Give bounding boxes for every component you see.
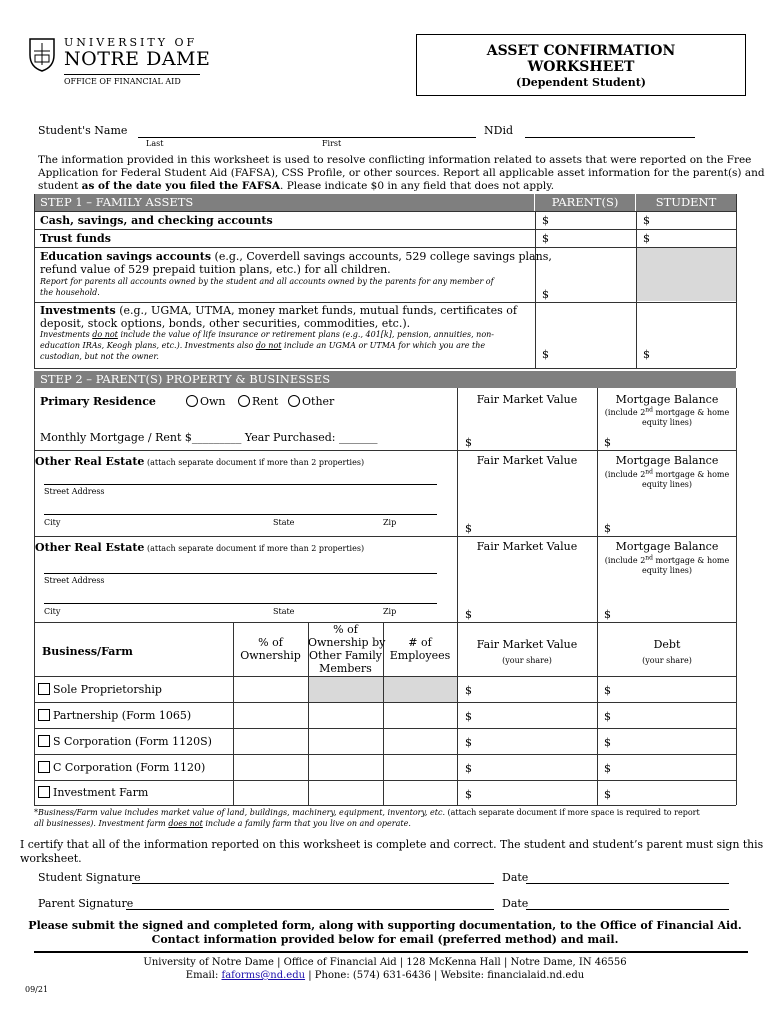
ndid-field[interactable] [525, 137, 695, 138]
intro-line3: student as of the date you filed the FAFSA. Please indicate $0 in any field that does not apply. [38, 180, 555, 192]
intro-line2: Application for Federal Student Aid (FAFSA), CSS Profile, or other sources. Report all applicable asset information for the parent(s) and [38, 167, 765, 179]
ore1-zip-label: Zip [383, 518, 397, 527]
certify-line2: worksheet. [20, 852, 82, 865]
inv-farm-debt[interactable]: $ [604, 788, 611, 801]
c-corp-debt[interactable]: $ [604, 762, 611, 775]
ore2-city-field[interactable] [44, 603, 437, 604]
student-date-label: Date [502, 871, 529, 884]
ore2-mortgage-header: Mortgage Balance [615, 540, 719, 553]
s-corp-fmv[interactable]: $ [465, 736, 472, 749]
c-corp-checkbox[interactable] [38, 761, 50, 773]
ore2-mortgage-input[interactable]: $ [604, 608, 611, 621]
cash-parent-input[interactable]: $ [542, 214, 549, 227]
biz-debt-note: (your share) [642, 656, 692, 665]
submit-line2: Contact information provided below for email (preferred method) and mail. [151, 933, 619, 946]
edu-label: Education savings accounts (e.g., Coverdell savings accounts, 529 college savings plans, [40, 250, 552, 263]
primary-fmv-header: Fair Market Value [476, 393, 578, 406]
form-version: 09/21 [25, 985, 49, 994]
email-link[interactable]: faforms@nd.edu [221, 970, 306, 981]
ore1-label: Other Real Estate (attach separate document if more than 2 properties) [35, 455, 365, 468]
footnote-line1: *Business/Farm value includes market value of land, buildings, machinery, equipment, inventory, etc. (attach separate document if more space is required to report [34, 808, 700, 817]
primary-mortgage-input[interactable]: $ [604, 436, 611, 449]
last-label: Last [146, 139, 164, 148]
investments-note2: education IRAs, Keogh plans, etc.). Investments also do not include an UGMA or UTMA for which you are the [40, 341, 486, 350]
ore2-city-label: City [44, 607, 61, 616]
edu-parent-input[interactable]: $ [542, 288, 549, 301]
ore1-fmv-input[interactable]: $ [465, 522, 472, 535]
student-date-field[interactable] [526, 883, 729, 884]
first-label: First [322, 139, 342, 148]
cash-label: Cash, savings, and checking accounts [40, 214, 273, 227]
c-corp-fmv[interactable]: $ [465, 762, 472, 775]
ore1-state-label: State [273, 518, 295, 527]
step1-title: STEP 1 – FAMILY ASSETS [34, 194, 534, 211]
ore1-city-field[interactable] [44, 514, 437, 515]
primary-residence-label: Primary Residence [40, 395, 156, 408]
employees-header: # of Employees [389, 636, 451, 662]
radio-own[interactable]: Own [186, 395, 226, 408]
family-pct-shaded [309, 677, 383, 702]
student-signature-field[interactable] [132, 883, 494, 884]
investments-label: Investments (e.g., UGMA, UTMA, money market funds, mutual funds, certificates of [40, 304, 517, 317]
trust-student-input[interactable]: $ [643, 232, 650, 245]
edu-note1: Report for parents all accounts owned by the student and all accounts owned by the parents for any member of [40, 277, 494, 286]
sole-prop-checkbox[interactable] [38, 683, 50, 695]
footnote-line2: all businesses). Investment farm does not include a family farm that you live on and operate. [34, 819, 411, 828]
investments-note3: custodian, but not the owner. [40, 352, 159, 361]
university-of: UNIVERSITY OF [64, 36, 198, 49]
parent-date-field[interactable] [526, 909, 729, 910]
radio-rent-circle[interactable] [238, 395, 250, 407]
footer-address: University of Notre Dame | Office of Financial Aid | 128 McKenna Hall | Notre Dame, IN 46556 [143, 957, 627, 968]
subtitle: (Dependent Student) [515, 76, 647, 89]
radio-own-circle[interactable] [186, 395, 198, 407]
radio-other[interactable]: Other [288, 395, 334, 408]
parent-date-label: Date [502, 897, 529, 910]
ore1-street-label: Street Address [44, 487, 105, 496]
investments-line2: deposit, stock options, bonds, other securities, commodities, etc.). [40, 317, 411, 330]
ore1-fmv-header: Fair Market Value [476, 454, 578, 467]
ore1-city-label: City [44, 518, 61, 527]
edu-line2: refund value of 529 prepaid tuition plans, etc.) for all children. [40, 263, 391, 276]
student-signature-label: Student Signature [38, 871, 141, 884]
partnership-checkbox[interactable] [38, 709, 50, 721]
submit-line1: Please submit the signed and completed form, along with supporting documentation, to the Office of Financial Aid. [28, 919, 742, 932]
s-corp-checkbox[interactable] [38, 735, 50, 747]
ore2-zip-label: Zip [383, 607, 397, 616]
col-parents-header: PARENT(S) [535, 194, 635, 211]
pct-ownership-header: % of Ownership [240, 636, 301, 662]
footer-contact: Email: faforms@nd.edu | Phone: (574) 631-6436 | Website: financialaid.nd.edu [185, 970, 585, 981]
ore1-mortgage-note: (include 2nd mortgage & home equity lines) [604, 468, 730, 489]
radio-rent[interactable]: Rent [238, 395, 278, 408]
primary-mortgage-note: (include 2nd mortgage & home equity lines) [604, 406, 730, 427]
investments-note1: Investments do not include the value of life insurance or retirement plans (e.g., 401[k], pension, annuities, non- [40, 330, 495, 339]
monthly-mortgage-line[interactable]: Monthly Mortgage / Rent $_________ Year Purchased: _______ [40, 431, 378, 444]
ore1-mortgage-input[interactable]: $ [604, 522, 611, 535]
s-corp-label: S Corporation (Form 1120S) [53, 735, 212, 748]
footer-divider [34, 951, 748, 953]
sole-prop-label: Sole Proprietorship [53, 683, 162, 696]
c-corp-label: C Corporation (Form 1120) [53, 761, 206, 774]
trust-label: Trust funds [40, 232, 111, 245]
ore2-fmv-input[interactable]: $ [465, 608, 472, 621]
primary-fmv-input[interactable]: $ [465, 436, 472, 449]
employees-shaded [384, 677, 457, 702]
shield-icon [28, 37, 56, 73]
title-line2: WORKSHEET [527, 59, 635, 75]
partnership-label: Partnership (Form 1065) [53, 709, 192, 722]
certify-line1: I certify that all of the information reported on this worksheet is complete and correct. The student and student’s parent must sign this [20, 838, 764, 851]
ore2-mortgage-note: (include 2nd mortgage & home equity lines) [604, 554, 730, 575]
radio-other-circle[interactable] [288, 395, 300, 407]
ndid-label: NDid [484, 124, 514, 137]
notre-dame: NOTRE DAME [64, 48, 211, 70]
student-edu-shaded [636, 248, 736, 301]
intro-line1: The information provided in this worksheet is used to resolve conflicting information related to assets that were reported on the Free [38, 154, 752, 166]
ore1-mortgage-header: Mortgage Balance [615, 454, 719, 467]
biz-debt-header: Debt [653, 638, 681, 651]
biz-fmv-header: Fair Market Value [476, 638, 578, 651]
ore2-state-label: State [273, 607, 295, 616]
students-name-field[interactable] [138, 137, 476, 138]
biz-fmv-note: (your share) [502, 656, 552, 665]
cash-student-input[interactable]: $ [643, 214, 650, 227]
ore2-label: Other Real Estate (attach separate document if more than 2 properties) [35, 541, 365, 554]
parent-signature-field[interactable] [126, 909, 494, 910]
title-line1: ASSET CONFIRMATION [486, 43, 676, 59]
business-farm-label: Business/Farm [42, 645, 133, 658]
ore2-street-field[interactable] [44, 573, 437, 574]
sole-prop-fmv[interactable]: $ [465, 684, 472, 697]
investments-parent-input[interactable]: $ [542, 348, 549, 361]
sole-prop-debt[interactable]: $ [604, 684, 611, 697]
partnership-fmv[interactable]: $ [465, 710, 472, 723]
inv-farm-fmv[interactable]: $ [465, 788, 472, 801]
s-corp-debt[interactable]: $ [604, 736, 611, 749]
parent-signature-label: Parent Signature [38, 897, 134, 910]
pct-family-header: % of Ownership by Other Family Members [308, 623, 386, 675]
students-name-label: Student's Name [38, 124, 128, 137]
partnership-debt[interactable]: $ [604, 710, 611, 723]
edu-note2: the household. [40, 288, 100, 297]
ore2-street-label: Street Address [44, 576, 105, 585]
primary-mortgage-header: Mortgage Balance [615, 393, 719, 406]
investments-student-input[interactable]: $ [643, 348, 650, 361]
office-name: OFFICE OF FINANCIAL AID [64, 77, 181, 86]
inv-farm-checkbox[interactable] [38, 786, 50, 798]
col-student-header: STUDENT [636, 194, 736, 211]
ore2-fmv-header: Fair Market Value [476, 540, 578, 553]
title-box [416, 34, 746, 96]
ore1-street-field[interactable] [44, 484, 437, 485]
inv-farm-label: Investment Farm [53, 786, 149, 799]
trust-parent-input[interactable]: $ [542, 232, 549, 245]
step2-title: STEP 2 – PARENT(S) PROPERTY & BUSINESSES [34, 371, 736, 388]
